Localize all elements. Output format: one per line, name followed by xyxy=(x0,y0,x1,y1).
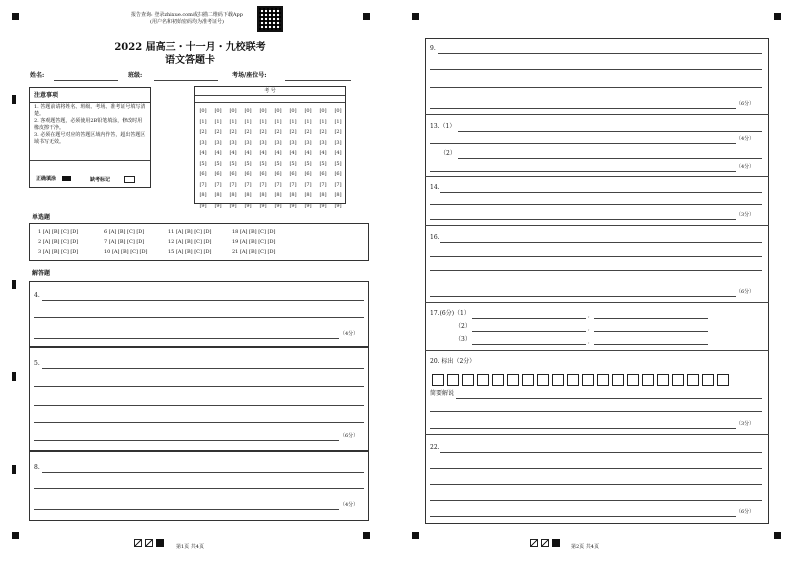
digit-column[interactable] xyxy=(316,106,330,211)
choice-col[interactable] xyxy=(168,229,211,256)
comma: , xyxy=(588,339,590,345)
digit-bubble[interactable]: [8] xyxy=(274,192,282,198)
digit-bubble[interactable]: [9] xyxy=(319,202,327,209)
answer-line[interactable] xyxy=(440,242,762,243)
char-box[interactable] xyxy=(597,374,609,386)
answer-line[interactable] xyxy=(472,331,586,332)
answer-box-q4[interactable] xyxy=(29,281,369,347)
digit-bubble[interactable]: [1] xyxy=(244,118,252,125)
corner-mark xyxy=(363,532,370,539)
score-label: （6分） xyxy=(736,101,755,107)
digit-bubble[interactable]: [1] xyxy=(199,118,207,125)
notice-divider xyxy=(30,160,150,161)
digit-bubble[interactable]: [4] xyxy=(244,150,252,156)
answer-line[interactable] xyxy=(430,411,762,412)
digit-bubble[interactable]: [9] xyxy=(334,202,342,209)
digit-bubble[interactable]: [2] xyxy=(289,129,297,135)
answer-line[interactable] xyxy=(34,440,339,441)
digit-column[interactable] xyxy=(226,106,240,211)
digit-bubble[interactable]: [3] xyxy=(199,139,207,146)
digit-bubble[interactable]: [0] xyxy=(214,108,222,114)
digit-bubble[interactable]: [6] xyxy=(334,171,342,177)
char-box[interactable] xyxy=(567,374,579,386)
score-label: （3分） xyxy=(736,421,755,427)
digit-bubble[interactable]: [5] xyxy=(199,160,207,167)
answer-line[interactable] xyxy=(34,488,364,489)
char-box[interactable] xyxy=(432,374,444,386)
section-divider xyxy=(425,225,769,226)
answer-line[interactable] xyxy=(34,317,364,318)
corner-mark xyxy=(12,13,19,20)
char-box[interactable] xyxy=(447,374,459,386)
corner-mark xyxy=(12,532,19,539)
digit-bubble[interactable]: [5] xyxy=(259,160,267,167)
digit-bubble[interactable]: [7] xyxy=(214,181,222,188)
choice-row[interactable]: 2 [A] [B] [C] [D] xyxy=(38,239,79,245)
answer-line[interactable] xyxy=(42,368,364,369)
digit-bubble[interactable]: [2] xyxy=(229,129,237,135)
digit-bubble[interactable]: [3] xyxy=(289,139,297,146)
digit-bubble[interactable]: [8] xyxy=(199,192,207,198)
hatch-mark-icon xyxy=(145,539,153,547)
digit-bubble[interactable]: [4] xyxy=(274,150,282,156)
digit-bubble[interactable]: [6] xyxy=(214,171,222,177)
digit-bubble[interactable]: [1] xyxy=(319,118,327,125)
question-number: 9. xyxy=(430,45,436,52)
answer-line[interactable] xyxy=(430,204,762,205)
score-label: （6分） xyxy=(340,433,359,439)
answer-line[interactable] xyxy=(42,300,364,301)
notice-divider xyxy=(30,102,150,103)
section-divider xyxy=(425,350,769,351)
digit-column[interactable] xyxy=(256,106,270,211)
answer-box-q8[interactable] xyxy=(29,451,369,521)
section-divider xyxy=(425,434,769,435)
notice-line-2: (用户名和初始密码均为准考证号) xyxy=(150,19,224,25)
digit-bubble[interactable]: [2] xyxy=(259,129,267,135)
digit-column[interactable] xyxy=(286,106,300,211)
section-divider xyxy=(425,302,769,303)
char-box[interactable] xyxy=(552,374,564,386)
digit-columns xyxy=(196,106,346,209)
question-number: 4. xyxy=(34,292,40,299)
grid-divider xyxy=(195,95,345,96)
grid-divider xyxy=(195,102,345,103)
digit-bubble[interactable]: [0] xyxy=(259,108,267,114)
digit-bubble[interactable]: [8] xyxy=(304,192,312,198)
name-label: 姓名: xyxy=(30,72,45,79)
class-label: 班级: xyxy=(128,72,143,79)
answer-line[interactable] xyxy=(430,296,736,297)
exam-title: 2022 届高三・十一月・九校联考 xyxy=(114,42,266,53)
answer-line[interactable] xyxy=(34,422,364,423)
answer-line[interactable] xyxy=(430,143,736,144)
digit-column[interactable] xyxy=(271,106,285,211)
digit-bubble[interactable]: [4] xyxy=(259,150,267,156)
digit-bubble[interactable]: [3] xyxy=(304,139,312,146)
digit-bubble[interactable]: [4] xyxy=(229,150,237,156)
digit-bubble[interactable]: [4] xyxy=(214,150,222,156)
answer-line[interactable] xyxy=(34,509,339,510)
char-box[interactable] xyxy=(612,374,624,386)
corner-mark xyxy=(363,13,370,20)
digit-bubble[interactable]: [3] xyxy=(274,139,282,146)
digit-bubble[interactable]: [5] xyxy=(244,160,252,167)
answer-box-q5[interactable] xyxy=(29,347,369,451)
digit-bubble[interactable]: [5] xyxy=(289,160,297,167)
question-number: 16. xyxy=(430,234,440,241)
digit-bubble[interactable]: [9] xyxy=(244,202,252,209)
digit-bubble[interactable]: [9] xyxy=(214,202,222,209)
choice-row[interactable]: 7 [A] [B] [C] [D] xyxy=(104,239,145,245)
name-field[interactable] xyxy=(54,80,118,81)
digit-bubble[interactable]: [3] xyxy=(229,139,237,146)
side-marker xyxy=(12,95,16,104)
char-box[interactable] xyxy=(507,374,519,386)
char-box[interactable] xyxy=(492,374,504,386)
digit-bubble[interactable]: [5] xyxy=(274,160,282,167)
digit-bubble[interactable]: [7] xyxy=(229,181,237,188)
report-notice xyxy=(112,12,262,26)
digit-bubble[interactable]: [6] xyxy=(274,171,282,177)
char-box[interactable] xyxy=(537,374,549,386)
answer-line[interactable] xyxy=(430,219,736,220)
digit-bubble[interactable]: [1] xyxy=(274,118,282,125)
digit-bubble[interactable]: [7] xyxy=(289,181,297,188)
exam-number-grid xyxy=(194,86,346,209)
char-box[interactable] xyxy=(717,374,729,386)
digit-bubble[interactable]: [9] xyxy=(259,202,267,209)
char-box[interactable] xyxy=(627,374,639,386)
answer-line[interactable] xyxy=(472,344,586,345)
char-box[interactable] xyxy=(657,374,669,386)
char-box[interactable] xyxy=(642,374,654,386)
digit-bubble[interactable]: [4] xyxy=(319,150,327,156)
digit-bubble[interactable]: [0] xyxy=(334,108,342,114)
score-label: （4分） xyxy=(736,136,755,142)
answer-line[interactable] xyxy=(594,331,708,332)
answer-line[interactable] xyxy=(430,256,762,257)
char-boxes xyxy=(432,371,766,385)
seat-field[interactable] xyxy=(285,80,351,81)
question-number: 14. xyxy=(430,184,440,191)
choice-row[interactable]: 18 [A] [B] [C] [D] xyxy=(232,229,276,235)
digit-bubble[interactable]: [3] xyxy=(244,139,252,146)
corner-mark xyxy=(774,532,781,539)
answer-line[interactable] xyxy=(430,516,736,517)
digit-bubble[interactable]: [7] xyxy=(334,181,342,188)
digit-bubble[interactable]: [1] xyxy=(214,118,222,125)
score-label: （4分） xyxy=(340,502,359,508)
sub-question-number: （2） xyxy=(455,323,471,330)
char-box[interactable] xyxy=(477,374,489,386)
digit-bubble[interactable]: [0] xyxy=(244,108,252,114)
digit-bubble[interactable]: [2] xyxy=(244,129,252,135)
page-marks-left xyxy=(134,532,164,551)
char-box[interactable] xyxy=(462,374,474,386)
choice-row[interactable]: 1 [A] [B] [C] [D] xyxy=(38,229,79,235)
digit-bubble[interactable]: [0] xyxy=(304,108,312,114)
choice-row[interactable]: 11 [A] [B] [C] [D] xyxy=(168,229,212,235)
corner-mark xyxy=(412,13,419,20)
answer-line[interactable] xyxy=(594,318,708,319)
digit-column[interactable] xyxy=(301,106,315,211)
digit-bubble[interactable]: [3] xyxy=(334,139,342,146)
digit-bubble[interactable]: [8] xyxy=(259,192,267,198)
digit-bubble[interactable]: [1] xyxy=(304,118,312,125)
notice-line-1: 报告查询: 登录zhixue.com或扫描二维码下载App xyxy=(131,12,243,18)
digit-bubble[interactable]: [8] xyxy=(334,192,342,198)
section-divider xyxy=(425,114,769,115)
notice-heading: 注意事项 xyxy=(34,92,59,99)
digit-bubble[interactable]: [5] xyxy=(229,160,237,167)
digit-bubble[interactable]: [5] xyxy=(214,160,222,167)
answer-line[interactable] xyxy=(438,53,762,54)
question-number: 5. xyxy=(34,360,40,367)
digit-bubble[interactable]: [5] xyxy=(334,160,342,167)
digit-bubble[interactable]: [7] xyxy=(244,181,252,188)
digit-bubble[interactable]: [6] xyxy=(319,171,327,177)
digit-bubble[interactable]: [0] xyxy=(199,108,207,114)
digit-bubble[interactable]: [6] xyxy=(289,171,297,177)
corner-mark xyxy=(774,13,781,20)
char-box[interactable] xyxy=(522,374,534,386)
choice-col[interactable] xyxy=(38,229,78,256)
filled-mark-icon xyxy=(62,176,71,181)
answer-line[interactable] xyxy=(430,108,736,109)
digit-bubble[interactable]: [0] xyxy=(274,108,282,114)
missing-mark-example xyxy=(90,176,135,184)
missing-mark-label: 缺考标记 xyxy=(90,177,111,183)
digit-bubble[interactable]: [6] xyxy=(304,171,312,177)
char-box[interactable] xyxy=(702,374,714,386)
choice-row[interactable]: 10 [A] [B] [C] [D] xyxy=(104,249,148,255)
score-label: （4分） xyxy=(736,164,755,170)
section-divider xyxy=(425,176,769,177)
digit-bubble[interactable]: [5] xyxy=(304,160,312,167)
answer-line[interactable] xyxy=(430,171,736,172)
digit-bubble[interactable]: [1] xyxy=(334,118,342,125)
answer-line[interactable] xyxy=(430,468,762,469)
answer-line[interactable] xyxy=(430,270,762,271)
hatch-mark-icon xyxy=(530,539,538,547)
digit-bubble[interactable]: [6] xyxy=(259,171,267,177)
digit-column[interactable] xyxy=(331,106,345,211)
answer-line[interactable] xyxy=(430,69,762,70)
choice-row[interactable]: 19 [A] [B] [C] [D] xyxy=(232,239,276,245)
digit-bubble[interactable]: [0] xyxy=(289,108,297,114)
notice-box xyxy=(29,87,151,188)
digit-bubble[interactable]: [0] xyxy=(229,108,237,114)
digit-bubble[interactable]: [2] xyxy=(274,129,282,135)
answer-line[interactable] xyxy=(458,158,762,159)
answer-line[interactable] xyxy=(42,472,364,473)
answer-line[interactable] xyxy=(456,398,762,399)
choice-row[interactable]: 6 [A] [B] [C] [D] xyxy=(104,229,145,235)
digit-bubble[interactable]: [9] xyxy=(304,202,312,209)
score-label: （6分） xyxy=(736,289,755,295)
digit-bubble[interactable]: [6] xyxy=(229,171,237,177)
choice-row[interactable]: 12 [A] [B] [C] [D] xyxy=(168,239,212,245)
choice-row[interactable]: 15 [A] [B] [C] [D] xyxy=(168,249,212,255)
choice-row[interactable]: 3 [A] [B] [C] [D] xyxy=(38,249,79,255)
digit-bubble[interactable]: [2] xyxy=(319,129,327,135)
page-number-left: 第1页 共4页 xyxy=(176,544,204,550)
notice-item: 2. 客观题答题，必须使用2B铅笔填涂，修改时用橡皮擦干净。 xyxy=(34,118,143,131)
answer-line[interactable] xyxy=(430,500,762,501)
correct-fill-example xyxy=(36,176,71,183)
question-number: 22. xyxy=(430,444,440,451)
page-number-right: 第2页 共4页 xyxy=(571,544,599,550)
char-box[interactable] xyxy=(582,374,594,386)
digit-bubble[interactable]: [4] xyxy=(334,150,342,156)
score-label: （4分） xyxy=(340,331,359,337)
explain-label: 简要解说 xyxy=(430,390,455,397)
digit-bubble[interactable]: [9] xyxy=(199,202,207,209)
digit-bubble[interactable]: [6] xyxy=(244,171,252,177)
digit-bubble[interactable]: [8] xyxy=(319,192,327,198)
comma: , xyxy=(588,326,590,332)
score-label: （3分） xyxy=(736,212,755,218)
choice-col[interactable] xyxy=(232,229,275,256)
answer-line[interactable] xyxy=(458,131,762,132)
digit-column[interactable] xyxy=(211,106,225,211)
filled-mark-icon xyxy=(156,539,164,547)
answer-section-heading: 解答题 xyxy=(32,270,51,277)
digit-bubble[interactable]: [2] xyxy=(304,129,312,135)
digit-bubble[interactable]: [7] xyxy=(259,181,267,188)
digit-column[interactable] xyxy=(196,106,210,211)
answer-line[interactable] xyxy=(440,452,762,453)
notice-item: 3. 必须在题号对应的答题区域内作答，超出答题区域书写无效。 xyxy=(34,132,146,145)
single-choice-heading: 单选题 xyxy=(32,214,51,221)
answer-line[interactable] xyxy=(430,428,736,429)
single-choice-box xyxy=(29,223,369,261)
question-number: 13.（1） xyxy=(430,123,456,130)
digit-bubble[interactable]: [9] xyxy=(289,202,297,209)
digit-bubble[interactable]: [2] xyxy=(334,129,342,135)
answer-line[interactable] xyxy=(472,318,586,319)
page-marks-right xyxy=(530,532,560,551)
digit-bubble[interactable]: [4] xyxy=(199,150,207,156)
digit-bubble[interactable]: [8] xyxy=(214,192,222,198)
digit-bubble[interactable]: [4] xyxy=(304,150,312,156)
char-box[interactable] xyxy=(672,374,684,386)
notice-item: 1. 答题前请将姓名、班级、考场、准考证号填写清楚。 xyxy=(34,104,146,117)
digit-bubble[interactable]: [3] xyxy=(214,139,222,146)
side-marker xyxy=(12,280,16,289)
sub-question-number: （2） xyxy=(440,150,456,157)
digit-bubble[interactable]: [4] xyxy=(289,150,297,156)
filled-mark-icon xyxy=(552,539,560,547)
score-label: （6分） xyxy=(736,509,755,515)
answer-line[interactable] xyxy=(34,338,339,339)
answer-line[interactable] xyxy=(430,87,762,88)
notice-items xyxy=(34,104,146,146)
hatch-mark-icon xyxy=(541,539,549,547)
question-number: 17.(6分)（1） xyxy=(430,310,470,317)
correct-fill-label: 正确填涂 xyxy=(36,176,57,182)
digit-bubble[interactable]: [1] xyxy=(259,118,267,125)
digit-bubble[interactable]: [7] xyxy=(319,181,327,188)
answer-line[interactable] xyxy=(594,344,708,345)
side-marker xyxy=(12,372,16,381)
answer-line[interactable] xyxy=(440,192,762,193)
comma: , xyxy=(588,313,590,319)
char-box[interactable] xyxy=(687,374,699,386)
answer-line[interactable] xyxy=(34,405,364,406)
choice-row[interactable]: 21 [A] [B] [C] [D] xyxy=(232,249,276,255)
seat-label: 考场/座位号: xyxy=(232,72,267,79)
digit-bubble[interactable]: [7] xyxy=(304,181,312,188)
choice-col[interactable] xyxy=(104,229,147,256)
missing-mark-box[interactable] xyxy=(124,176,135,183)
digit-bubble[interactable]: [8] xyxy=(289,192,297,198)
answer-line[interactable] xyxy=(34,386,364,387)
digit-bubble[interactable]: [0] xyxy=(319,108,327,114)
digit-bubble[interactable]: [7] xyxy=(199,181,207,188)
digit-bubble[interactable]: [5] xyxy=(319,160,327,167)
class-field[interactable] xyxy=(154,80,218,81)
digit-bubble[interactable]: [8] xyxy=(229,192,237,198)
digit-bubble[interactable]: [8] xyxy=(244,192,252,198)
digit-bubble[interactable]: [9] xyxy=(229,202,237,209)
digit-bubble[interactable]: [9] xyxy=(274,202,282,209)
digit-column[interactable] xyxy=(241,106,255,211)
digit-bubble[interactable]: [1] xyxy=(289,118,297,125)
digit-bubble[interactable]: [7] xyxy=(274,181,282,188)
answer-line[interactable] xyxy=(430,484,762,485)
digit-bubble[interactable]: [1] xyxy=(229,118,237,125)
digit-bubble[interactable]: [2] xyxy=(214,129,222,135)
sub-question-number: （3） xyxy=(455,336,471,343)
side-marker xyxy=(12,465,16,474)
exam-number-header: 考 号 xyxy=(264,88,276,94)
digit-bubble[interactable]: [3] xyxy=(259,139,267,146)
hatch-mark-icon xyxy=(134,539,142,547)
qr-code-icon[interactable] xyxy=(257,6,283,32)
corner-mark xyxy=(412,532,419,539)
question-number: 8. xyxy=(34,464,40,471)
question-number: 20. 标出（2分） xyxy=(430,358,476,365)
digit-bubble[interactable]: [3] xyxy=(319,139,327,146)
digit-bubble[interactable]: [2] xyxy=(199,129,207,135)
sheet-subtitle: 语文答题卡 xyxy=(165,55,215,66)
digit-bubble[interactable]: [6] xyxy=(199,171,207,177)
